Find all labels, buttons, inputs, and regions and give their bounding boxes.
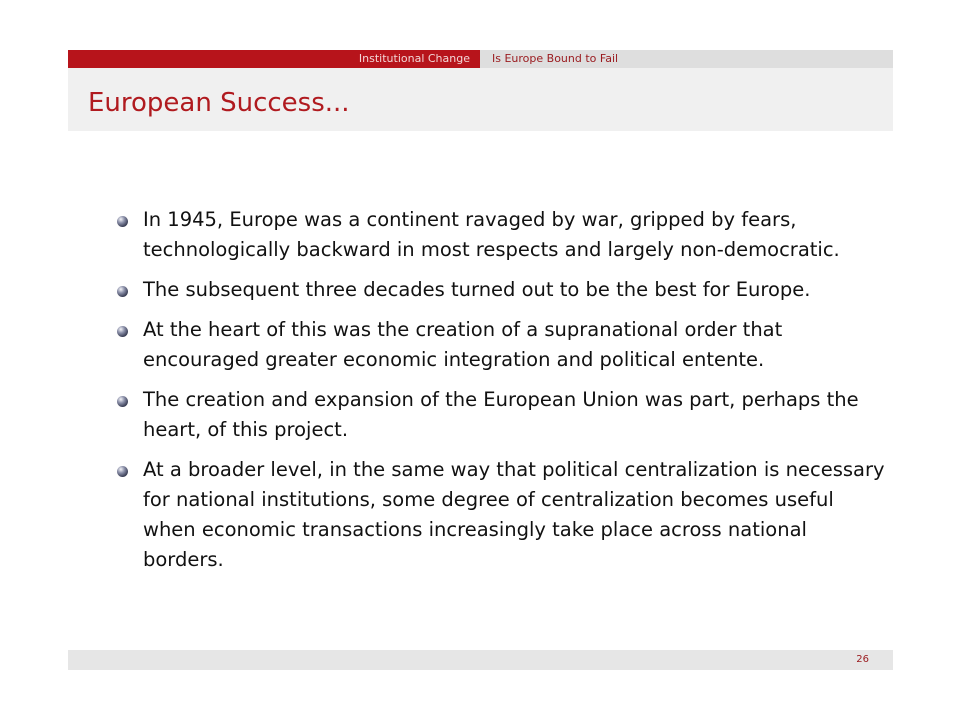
bullet-list xyxy=(115,205,885,585)
footer-bar xyxy=(68,650,893,670)
nav-subsection-cell[interactable] xyxy=(480,50,893,68)
bullet-text: At a broader level, in the same way that political centralization is necessary for national institutions, some degree of centralization becomes useful when economic transactions increasingly take place across national borders. xyxy=(143,458,885,571)
bullet-text: The creation and expansion of the European Union was part, perhaps the heart, of this project. xyxy=(143,388,859,441)
bullet-item xyxy=(115,315,885,375)
bullet-item xyxy=(115,205,885,265)
bullet-item xyxy=(115,385,885,445)
nav-section-cell[interactable] xyxy=(68,50,480,68)
header-navigation xyxy=(68,50,893,68)
bullet-text: At the heart of this was the creation of a supranational order that encouraged greater economic integration and political entente. xyxy=(143,318,783,371)
page-number: 26 xyxy=(856,654,869,665)
frame-title: European Success... xyxy=(88,88,350,118)
ball-bullet-icon xyxy=(117,286,128,297)
nav-section-label[interactable]: Institutional Change xyxy=(358,52,470,65)
ball-bullet-icon xyxy=(117,216,128,227)
ball-bullet-icon xyxy=(117,396,128,407)
ball-bullet-icon xyxy=(117,466,128,477)
ball-bullet-icon xyxy=(117,326,128,337)
bullet-item xyxy=(115,275,885,305)
bullet-item xyxy=(115,455,885,575)
bullet-text: In 1945, Europe was a continent ravaged by war, gripped by fears, technologically backward in most respects and largely non-democratic. xyxy=(143,208,840,261)
bullet-text: The subsequent three decades turned out to be the best for Europe. xyxy=(143,278,811,301)
frame-title-band xyxy=(68,68,893,131)
nav-subsection-label[interactable]: Is Europe Bound to Fail xyxy=(492,52,619,65)
